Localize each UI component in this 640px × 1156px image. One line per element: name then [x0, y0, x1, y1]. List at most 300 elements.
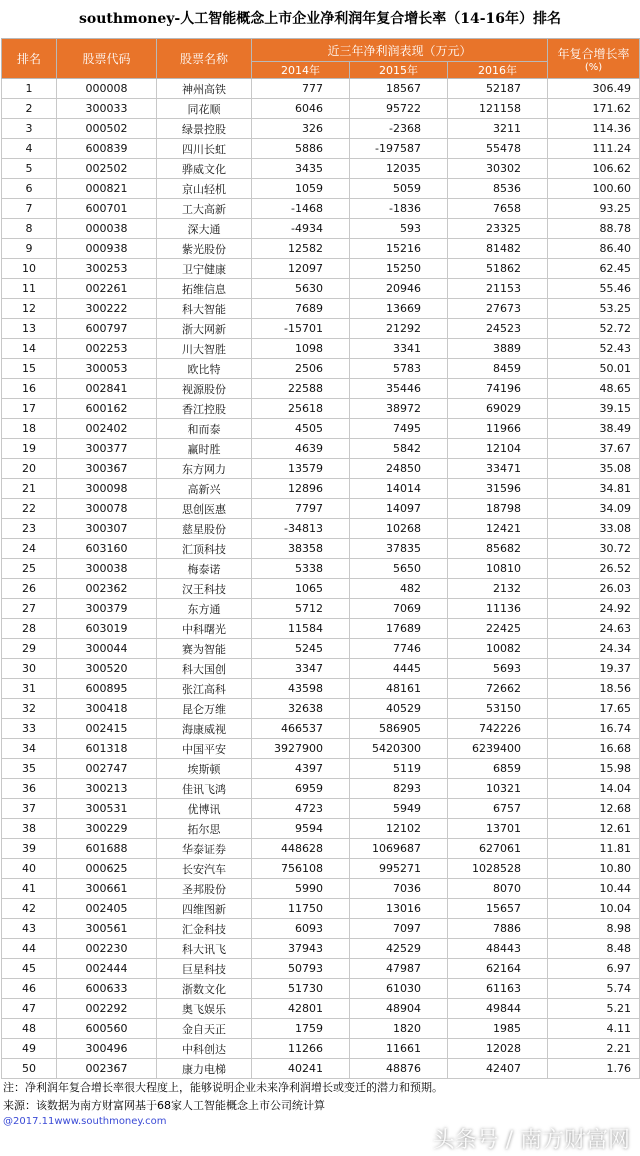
table-row [2, 499, 640, 519]
header-stock-code: 股票代码 [57, 39, 157, 79]
profit-2014-cell: 4639 [252, 439, 350, 459]
profit-2015-cell: 593 [350, 219, 448, 239]
growth-rate-cell: 100.60 [548, 179, 640, 199]
table-row [2, 119, 640, 139]
code-cell: 300222 [57, 299, 157, 319]
profit-2014-cell: 2506 [252, 359, 350, 379]
table-row [2, 779, 640, 799]
table-row [2, 819, 640, 839]
profit-2015-cell: 61030 [350, 979, 448, 999]
profit-2014-cell: 5245 [252, 639, 350, 659]
profit-2014-cell: 5886 [252, 139, 350, 159]
profit-2015-cell: 47987 [350, 959, 448, 979]
rank-cell: 39 [2, 839, 57, 859]
name-cell: 浙大网新 [157, 319, 252, 339]
rank-cell: 38 [2, 819, 57, 839]
rank-cell: 23 [2, 519, 57, 539]
name-cell: 紫光股份 [157, 239, 252, 259]
code-cell: 002402 [57, 419, 157, 439]
growth-rate-cell: 6.97 [548, 959, 640, 979]
profit-2015-cell: 5783 [350, 359, 448, 379]
table-row [2, 419, 640, 439]
header-growth-rate-line1: 年复合增长率 [557, 46, 630, 61]
name-cell: 汇顶科技 [157, 539, 252, 559]
header-profit-group: 近三年净利润表现（万元） [252, 39, 548, 62]
code-cell: 002292 [57, 999, 157, 1019]
name-cell: 绿景控股 [157, 119, 252, 139]
growth-rate-cell: 50.01 [548, 359, 640, 379]
growth-rate-cell: 171.62 [548, 99, 640, 119]
profit-2015-cell: 7746 [350, 639, 448, 659]
table-row [2, 599, 640, 619]
profit-2014-cell: 5990 [252, 879, 350, 899]
growth-rate-cell: 55.46 [548, 279, 640, 299]
code-cell: 000502 [57, 119, 157, 139]
profit-2014-cell: 326 [252, 119, 350, 139]
profit-2016-cell: 31596 [448, 479, 548, 499]
profit-2016-cell: 27673 [448, 299, 548, 319]
growth-rate-cell: 24.34 [548, 639, 640, 659]
rank-cell: 48 [2, 1019, 57, 1039]
rank-cell: 12 [2, 299, 57, 319]
profit-2014-cell: 38358 [252, 539, 350, 559]
code-cell: 002261 [57, 279, 157, 299]
table-row [2, 139, 640, 159]
profit-2014-cell: 5338 [252, 559, 350, 579]
name-cell: 拓尔思 [157, 819, 252, 839]
table-row [2, 859, 640, 879]
code-cell: 002841 [57, 379, 157, 399]
profit-2016-cell: 10082 [448, 639, 548, 659]
code-cell: 002405 [57, 899, 157, 919]
profit-2016-cell: 42407 [448, 1059, 548, 1079]
name-cell: 香江控股 [157, 399, 252, 419]
profit-2015-cell: 5420300 [350, 739, 448, 759]
rank-cell: 3 [2, 119, 57, 139]
profit-2015-cell: 8293 [350, 779, 448, 799]
profit-2014-cell: 3927900 [252, 739, 350, 759]
profit-2015-cell: 48904 [350, 999, 448, 1019]
profit-2016-cell: 48443 [448, 939, 548, 959]
rank-cell: 28 [2, 619, 57, 639]
profit-2016-cell: 3211 [448, 119, 548, 139]
code-cell: 601318 [57, 739, 157, 759]
profit-2016-cell: 3889 [448, 339, 548, 359]
rank-cell: 43 [2, 919, 57, 939]
profit-2014-cell: 6093 [252, 919, 350, 939]
code-cell: 300044 [57, 639, 157, 659]
code-cell: 300078 [57, 499, 157, 519]
growth-rate-cell: 52.43 [548, 339, 640, 359]
table-row [2, 359, 640, 379]
table-row [2, 159, 640, 179]
profit-2016-cell: 7886 [448, 919, 548, 939]
growth-rate-cell: 4.11 [548, 1019, 640, 1039]
name-cell: 浙数文化 [157, 979, 252, 999]
code-cell: 600797 [57, 319, 157, 339]
profit-2014-cell: 51730 [252, 979, 350, 999]
code-cell: 300253 [57, 259, 157, 279]
rank-cell: 32 [2, 699, 57, 719]
profit-2015-cell: 5949 [350, 799, 448, 819]
rank-cell: 8 [2, 219, 57, 239]
growth-rate-cell: 24.63 [548, 619, 640, 639]
profit-2015-cell: 38972 [350, 399, 448, 419]
name-cell: 康力电梯 [157, 1059, 252, 1079]
profit-2016-cell: 2132 [448, 579, 548, 599]
table-row [2, 939, 640, 959]
growth-rate-cell: 17.65 [548, 699, 640, 719]
rank-cell: 9 [2, 239, 57, 259]
table-row [2, 1039, 640, 1059]
profit-2014-cell: 9594 [252, 819, 350, 839]
growth-rate-cell: 306.49 [548, 79, 640, 99]
growth-rate-cell: 5.21 [548, 999, 640, 1019]
profit-2014-cell: 3435 [252, 159, 350, 179]
table-row [2, 99, 640, 119]
profit-2015-cell: 1069687 [350, 839, 448, 859]
profit-2014-cell: 777 [252, 79, 350, 99]
table-row [2, 919, 640, 939]
profit-2016-cell: 1028528 [448, 859, 548, 879]
profit-2016-cell: 8459 [448, 359, 548, 379]
profit-2016-cell: 49844 [448, 999, 548, 1019]
growth-rate-cell: 2.21 [548, 1039, 640, 1059]
table-row [2, 619, 640, 639]
growth-rate-cell: 106.62 [548, 159, 640, 179]
profit-2015-cell: 13016 [350, 899, 448, 919]
profit-2014-cell: 3347 [252, 659, 350, 679]
profit-2016-cell: 6859 [448, 759, 548, 779]
profit-2014-cell: 6046 [252, 99, 350, 119]
table-row [2, 699, 640, 719]
rank-cell: 10 [2, 259, 57, 279]
profit-2016-cell: 62164 [448, 959, 548, 979]
rank-cell: 21 [2, 479, 57, 499]
profit-2016-cell: 742226 [448, 719, 548, 739]
header-growth-rate-line2: (%) [584, 61, 603, 73]
profit-2014-cell: -34813 [252, 519, 350, 539]
profit-2015-cell: 5842 [350, 439, 448, 459]
header-rank: 排名 [2, 39, 57, 79]
profit-2015-cell: 48161 [350, 679, 448, 699]
name-cell: 科大讯飞 [157, 939, 252, 959]
profit-2014-cell: 12582 [252, 239, 350, 259]
profit-2014-cell: 5630 [252, 279, 350, 299]
name-cell: 东方网力 [157, 459, 252, 479]
profit-2016-cell: 23325 [448, 219, 548, 239]
profit-2014-cell: 1065 [252, 579, 350, 599]
profit-2014-cell: 13579 [252, 459, 350, 479]
table-row [2, 999, 640, 1019]
profit-2015-cell: 7036 [350, 879, 448, 899]
table-row [2, 479, 640, 499]
rank-cell: 26 [2, 579, 57, 599]
rank-cell: 42 [2, 899, 57, 919]
rank-cell: 31 [2, 679, 57, 699]
profit-2016-cell: 81482 [448, 239, 548, 259]
rank-cell: 27 [2, 599, 57, 619]
rank-cell: 17 [2, 399, 57, 419]
rank-cell: 33 [2, 719, 57, 739]
name-cell: 中国平安 [157, 739, 252, 759]
page-title: southmoney-人工智能概念上市企业净利润年复合增长率（14-16年）排名 [78, 11, 561, 27]
table-row [2, 799, 640, 819]
code-cell: 600560 [57, 1019, 157, 1039]
profit-2016-cell: 52187 [448, 79, 548, 99]
name-cell: 中科曙光 [157, 619, 252, 639]
profit-2016-cell: 85682 [448, 539, 548, 559]
profit-2015-cell: 24850 [350, 459, 448, 479]
profit-2016-cell: 121158 [448, 99, 548, 119]
code-cell: 600633 [57, 979, 157, 999]
profit-2015-cell: 12035 [350, 159, 448, 179]
name-cell: 卫宁健康 [157, 259, 252, 279]
growth-rate-cell: 16.68 [548, 739, 640, 759]
watermark: 头条号 / 南方财富网 [432, 1128, 630, 1153]
profit-2016-cell: 5693 [448, 659, 548, 679]
rank-cell: 18 [2, 419, 57, 439]
name-cell: 巨星科技 [157, 959, 252, 979]
table-row [2, 719, 640, 739]
code-cell: 603019 [57, 619, 157, 639]
profit-2015-cell: 995271 [350, 859, 448, 879]
name-cell: 佳讯飞鸿 [157, 779, 252, 799]
name-cell: 汇金科技 [157, 919, 252, 939]
header-stock-name: 股票名称 [157, 39, 252, 79]
profit-2016-cell: 53150 [448, 699, 548, 719]
code-cell: 000938 [57, 239, 157, 259]
code-cell: 300367 [57, 459, 157, 479]
growth-rate-cell: 62.45 [548, 259, 640, 279]
name-cell: 张江高科 [157, 679, 252, 699]
profit-2015-cell: 5059 [350, 179, 448, 199]
code-cell: 002415 [57, 719, 157, 739]
profit-2015-cell: 40529 [350, 699, 448, 719]
code-cell: 300418 [57, 699, 157, 719]
profit-2015-cell: 7069 [350, 599, 448, 619]
profit-2014-cell: 448628 [252, 839, 350, 859]
name-cell: 同花顺 [157, 99, 252, 119]
profit-2014-cell: 11584 [252, 619, 350, 639]
profit-2016-cell: 6757 [448, 799, 548, 819]
name-cell: 汉王科技 [157, 579, 252, 599]
growth-rate-cell: 10.80 [548, 859, 640, 879]
profit-2015-cell: 482 [350, 579, 448, 599]
rank-cell: 34 [2, 739, 57, 759]
profit-2014-cell: 7797 [252, 499, 350, 519]
profit-2014-cell: 32638 [252, 699, 350, 719]
profit-2016-cell: 12028 [448, 1039, 548, 1059]
growth-rate-cell: 24.92 [548, 599, 640, 619]
growth-rate-cell: 86.40 [548, 239, 640, 259]
growth-rate-cell: 53.25 [548, 299, 640, 319]
growth-rate-cell: 5.74 [548, 979, 640, 999]
code-cell: 002502 [57, 159, 157, 179]
table-row [2, 1019, 640, 1039]
name-cell: 京山轻机 [157, 179, 252, 199]
growth-rate-cell: 8.48 [548, 939, 640, 959]
table-row [2, 519, 640, 539]
growth-rate-cell: 16.74 [548, 719, 640, 739]
rank-cell: 5 [2, 159, 57, 179]
growth-rate-cell: 48.65 [548, 379, 640, 399]
code-cell: 600895 [57, 679, 157, 699]
table-row [2, 899, 640, 919]
name-cell: 拓维信息 [157, 279, 252, 299]
profit-2016-cell: 7658 [448, 199, 548, 219]
code-cell: 002444 [57, 959, 157, 979]
name-cell: 优博讯 [157, 799, 252, 819]
code-cell: 000038 [57, 219, 157, 239]
growth-rate-cell: 39.15 [548, 399, 640, 419]
growth-rate-cell: 111.24 [548, 139, 640, 159]
profit-2016-cell: 13701 [448, 819, 548, 839]
profit-2016-cell: 22425 [448, 619, 548, 639]
rank-cell: 24 [2, 539, 57, 559]
growth-rate-cell: 26.52 [548, 559, 640, 579]
growth-rate-cell: 35.08 [548, 459, 640, 479]
code-cell: 300053 [57, 359, 157, 379]
growth-rate-cell: 10.04 [548, 899, 640, 919]
code-cell: 300377 [57, 439, 157, 459]
table-row [2, 179, 640, 199]
growth-rate-cell: 18.56 [548, 679, 640, 699]
profit-2015-cell: 10268 [350, 519, 448, 539]
table-row [2, 679, 640, 699]
rank-cell: 19 [2, 439, 57, 459]
profit-2014-cell: 4505 [252, 419, 350, 439]
profit-2014-cell: 12896 [252, 479, 350, 499]
rank-cell: 37 [2, 799, 57, 819]
growth-rate-cell: 52.72 [548, 319, 640, 339]
growth-rate-cell: 1.76 [548, 1059, 640, 1079]
code-cell: 300531 [57, 799, 157, 819]
profit-2015-cell: 18567 [350, 79, 448, 99]
rank-cell: 14 [2, 339, 57, 359]
code-cell: 000625 [57, 859, 157, 879]
growth-rate-cell: 33.08 [548, 519, 640, 539]
table-row [2, 79, 640, 99]
table-row [2, 219, 640, 239]
name-cell: 长安汽车 [157, 859, 252, 879]
profit-2014-cell: 1059 [252, 179, 350, 199]
rank-cell: 16 [2, 379, 57, 399]
source-note: 来源：该数据为南方财富网基于68家人工智能概念上市公司统计算 [3, 1099, 325, 1112]
growth-rate-cell: 11.81 [548, 839, 640, 859]
name-cell: 圣邦股份 [157, 879, 252, 899]
table-body [2, 79, 640, 1079]
table-row [2, 739, 640, 759]
profit-2015-cell: 95722 [350, 99, 448, 119]
profit-2016-cell: 12421 [448, 519, 548, 539]
growth-rate-cell: 26.03 [548, 579, 640, 599]
name-cell: 欧比特 [157, 359, 252, 379]
growth-rate-cell: 30.72 [548, 539, 640, 559]
code-cell: 002747 [57, 759, 157, 779]
rank-cell: 45 [2, 959, 57, 979]
code-cell: 300561 [57, 919, 157, 939]
profit-2016-cell: 72662 [448, 679, 548, 699]
code-cell: 002362 [57, 579, 157, 599]
profit-2016-cell: 1985 [448, 1019, 548, 1039]
table-row [2, 839, 640, 859]
header-2015: 2015年 [350, 62, 448, 79]
profit-2014-cell: 22588 [252, 379, 350, 399]
table-row [2, 959, 640, 979]
profit-2016-cell: 61163 [448, 979, 548, 999]
profit-2016-cell: 12104 [448, 439, 548, 459]
profit-2016-cell: 21153 [448, 279, 548, 299]
table-row [2, 459, 640, 479]
profit-2014-cell: 756108 [252, 859, 350, 879]
name-cell: 昆仑万维 [157, 699, 252, 719]
code-cell: 002230 [57, 939, 157, 959]
name-cell: 视源股份 [157, 379, 252, 399]
rank-cell: 25 [2, 559, 57, 579]
rank-cell: 49 [2, 1039, 57, 1059]
table-row [2, 879, 640, 899]
profit-2016-cell: 11136 [448, 599, 548, 619]
profit-2016-cell: 8070 [448, 879, 548, 899]
table-row [2, 379, 640, 399]
profit-2015-cell: 586905 [350, 719, 448, 739]
profit-2014-cell: 12097 [252, 259, 350, 279]
name-cell: 思创医惠 [157, 499, 252, 519]
rank-cell: 13 [2, 319, 57, 339]
table-row [2, 199, 640, 219]
profit-2016-cell: 15657 [448, 899, 548, 919]
rank-cell: 15 [2, 359, 57, 379]
rank-cell: 46 [2, 979, 57, 999]
rank-cell: 2 [2, 99, 57, 119]
profit-2015-cell: 12102 [350, 819, 448, 839]
profit-2014-cell: 25618 [252, 399, 350, 419]
table-row [2, 559, 640, 579]
profit-2015-cell: 11661 [350, 1039, 448, 1059]
table-row [2, 579, 640, 599]
growth-rate-cell: 88.78 [548, 219, 640, 239]
code-cell: 600701 [57, 199, 157, 219]
name-cell: 科大国创 [157, 659, 252, 679]
rank-cell: 4 [2, 139, 57, 159]
profit-2015-cell: 3341 [350, 339, 448, 359]
growth-rate-cell: 37.67 [548, 439, 640, 459]
profit-2015-cell: 5650 [350, 559, 448, 579]
table-row [2, 659, 640, 679]
name-cell: 赢时胜 [157, 439, 252, 459]
code-cell: 600839 [57, 139, 157, 159]
profit-2015-cell: 20946 [350, 279, 448, 299]
name-cell: 埃斯顿 [157, 759, 252, 779]
code-cell: 002253 [57, 339, 157, 359]
name-cell: 和而泰 [157, 419, 252, 439]
profit-2016-cell: 51862 [448, 259, 548, 279]
name-cell: 深大通 [157, 219, 252, 239]
profit-2015-cell: 17689 [350, 619, 448, 639]
table-row [2, 759, 640, 779]
profit-2015-cell: -2368 [350, 119, 448, 139]
rank-cell: 20 [2, 459, 57, 479]
profit-2016-cell: 10321 [448, 779, 548, 799]
growth-rate-cell: 114.36 [548, 119, 640, 139]
table-row [2, 259, 640, 279]
growth-rate-cell: 19.37 [548, 659, 640, 679]
profit-2014-cell: -1468 [252, 199, 350, 219]
code-cell: 300229 [57, 819, 157, 839]
code-cell: 300520 [57, 659, 157, 679]
rank-cell: 47 [2, 999, 57, 1019]
